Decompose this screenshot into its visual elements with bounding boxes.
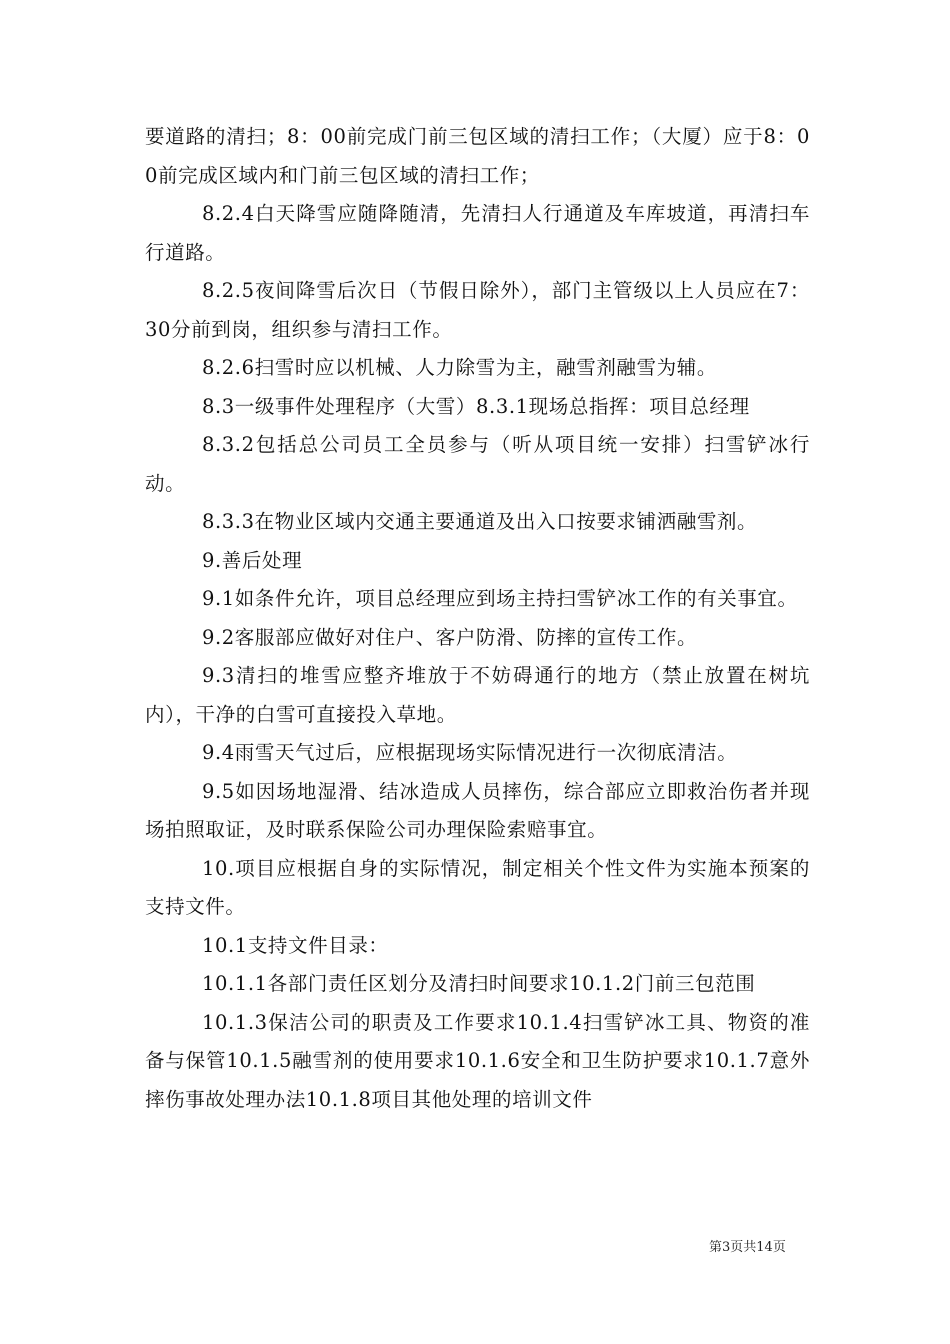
paragraph-9-4: 9.4雨雪天气过后，应根据现场实际情况进行一次彻底清洁。 (202, 741, 738, 764)
paragraph-8-2-5: 8.2.5夜间降雪后次日（节假日除外），部门主管级以上人员应在7：30分前到岗，组织参与清扫工作。 (145, 279, 810, 341)
paragraph-9-1: 9.1如条件允许，项目总经理应到场主持扫雪铲冰工作的有关事宜。 (202, 587, 798, 610)
paragraph-9-2: 9.2客服部应做好对住户、客户防滑、防摔的宣传工作。 (202, 625, 698, 649)
paragraph-8-3-3: 8.3.3在物业区域内交通主要通道及出入口按要求铺洒融雪剂。 (202, 510, 758, 533)
paragraph-9-3: 9.3清扫的堆雪应整齐堆放于不妨碍通行的地方（禁止放置在树坑内），干净的白雪可直接投入草地。 (145, 664, 810, 726)
heading-9-aftermath: 9.善后处理 (202, 548, 303, 572)
paragraph-8-3-2: 8.3.2包括总公司员工全员参与（听从项目统一安排）扫雪铲冰行动。 (145, 433, 810, 495)
paragraph-10-1-3: 10.1.3保洁公司的职责及工作要求10.1.4扫雪铲冰工具、物资的准备与保管10.1.5融雪剂的使用要求10.1.6安全和卫生防护要求10.1.7意外摔伤事故处理办法10.1.8项目其他处理的培训文件 (145, 1010, 810, 1111)
paragraph-10-1-1: 10.1.1各部门责任区划分及清扫时间要求10.1.2门前三包范围 (202, 972, 756, 995)
paragraph-8-2-4: 8.2.4白天降雪应随降随清，先清扫人行通道及车库坡道，再清扫车行道路。 (145, 202, 810, 264)
paragraph-10-1: 10.1支持文件目录： (202, 933, 389, 957)
page-number-footer: 第3页共14页 (709, 1240, 786, 1255)
paragraph-10: 10.项目应根据自身的实际情况，制定相关个性文件为实施本预案的支持文件。 (145, 856, 810, 918)
document-body (145, 118, 810, 1119)
paragraph-8-2-6: 8.2.6扫雪时应以机械、人力除雪为主，融雪剂融雪为辅。 (202, 356, 717, 379)
paragraph-9-5: 9.5如因场地湿滑、结冰造成人员摔伤，综合部应立即救治伤者并现场拍照取证，及时联系保险公司办理保险索赔事宜。 (145, 779, 810, 841)
paragraph-road-cleaning: 要道路的清扫；8：00前完成门前三包区域的清扫工作；（大厦）应于8：00前完成区域内和门前三包区域的清扫工作； (145, 125, 810, 187)
paragraph-8-3: 8.3一级事件处理程序（大雪）8.3.1现场总指挥：项目总经理 (202, 394, 750, 418)
